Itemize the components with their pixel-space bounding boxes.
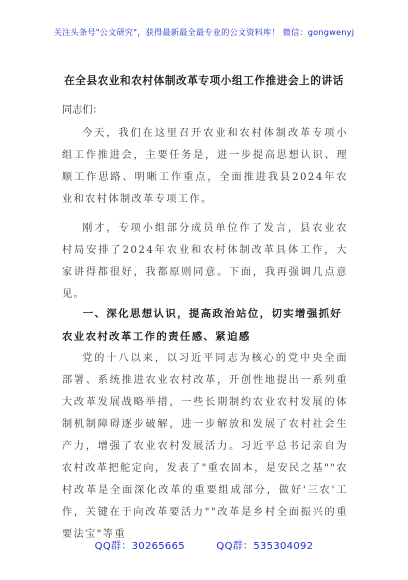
footer-qq-groups: [0, 537, 408, 552]
footer-qq-group-2: QQ群：535304092: [216, 541, 314, 552]
document-title: 在全县农业和农村体制改革专项小组工作推进会上的讲话: [64, 75, 344, 87]
section-heading: 一、深化思想认识，提高政治站位，切实增强抓好农业农村改革工作的责任感、紧迫感: [62, 308, 343, 343]
section-paragraph: 党的十八以来，以习近平同志为核心的党中央全面部署、系统推进农业农村改革，开创性地提出一系列重大改革发展战略举措，一些长期制约农业农村发展的体制机制障碍逐步破解，进一步解放和发展了农村社会生产力，增强了农业农村发展活力。习近平总书记亲自为农村改革把舵定向，发表了"重农固本，是安民之基""农村改革是全面深化改革的重要组成部分，做好'三农'工作，关键在于向改革要活力""改革是乡村全面振兴的重要法宝"等重: [62, 353, 348, 540]
paragraph-agenda: 刚才，专项小组部分成员单位作了发言，县农业农村局安排了2024年农业和农村体制改革具体工作，大家讲得都很好，我都原则同意。下面，我再强调几点意见。: [62, 223, 348, 300]
paragraph-intro: 今天，我们在这里召开农业和农村体制改革专项小组工作推进会，主要任务是，进一步提高思想认识、理顺工作思路、明晰工作重点，全面推进我县2024年农业和农村体制改革专项工作。: [62, 128, 348, 205]
salutation: 同志们：: [62, 105, 103, 116]
footer-qq-group-1: QQ群：30265665: [94, 541, 185, 552]
header-promo-note: 关注头条号"公文研究"，获得最新最全最专业的公文资料库！ 微信：gongwenyj: [53, 27, 355, 37]
